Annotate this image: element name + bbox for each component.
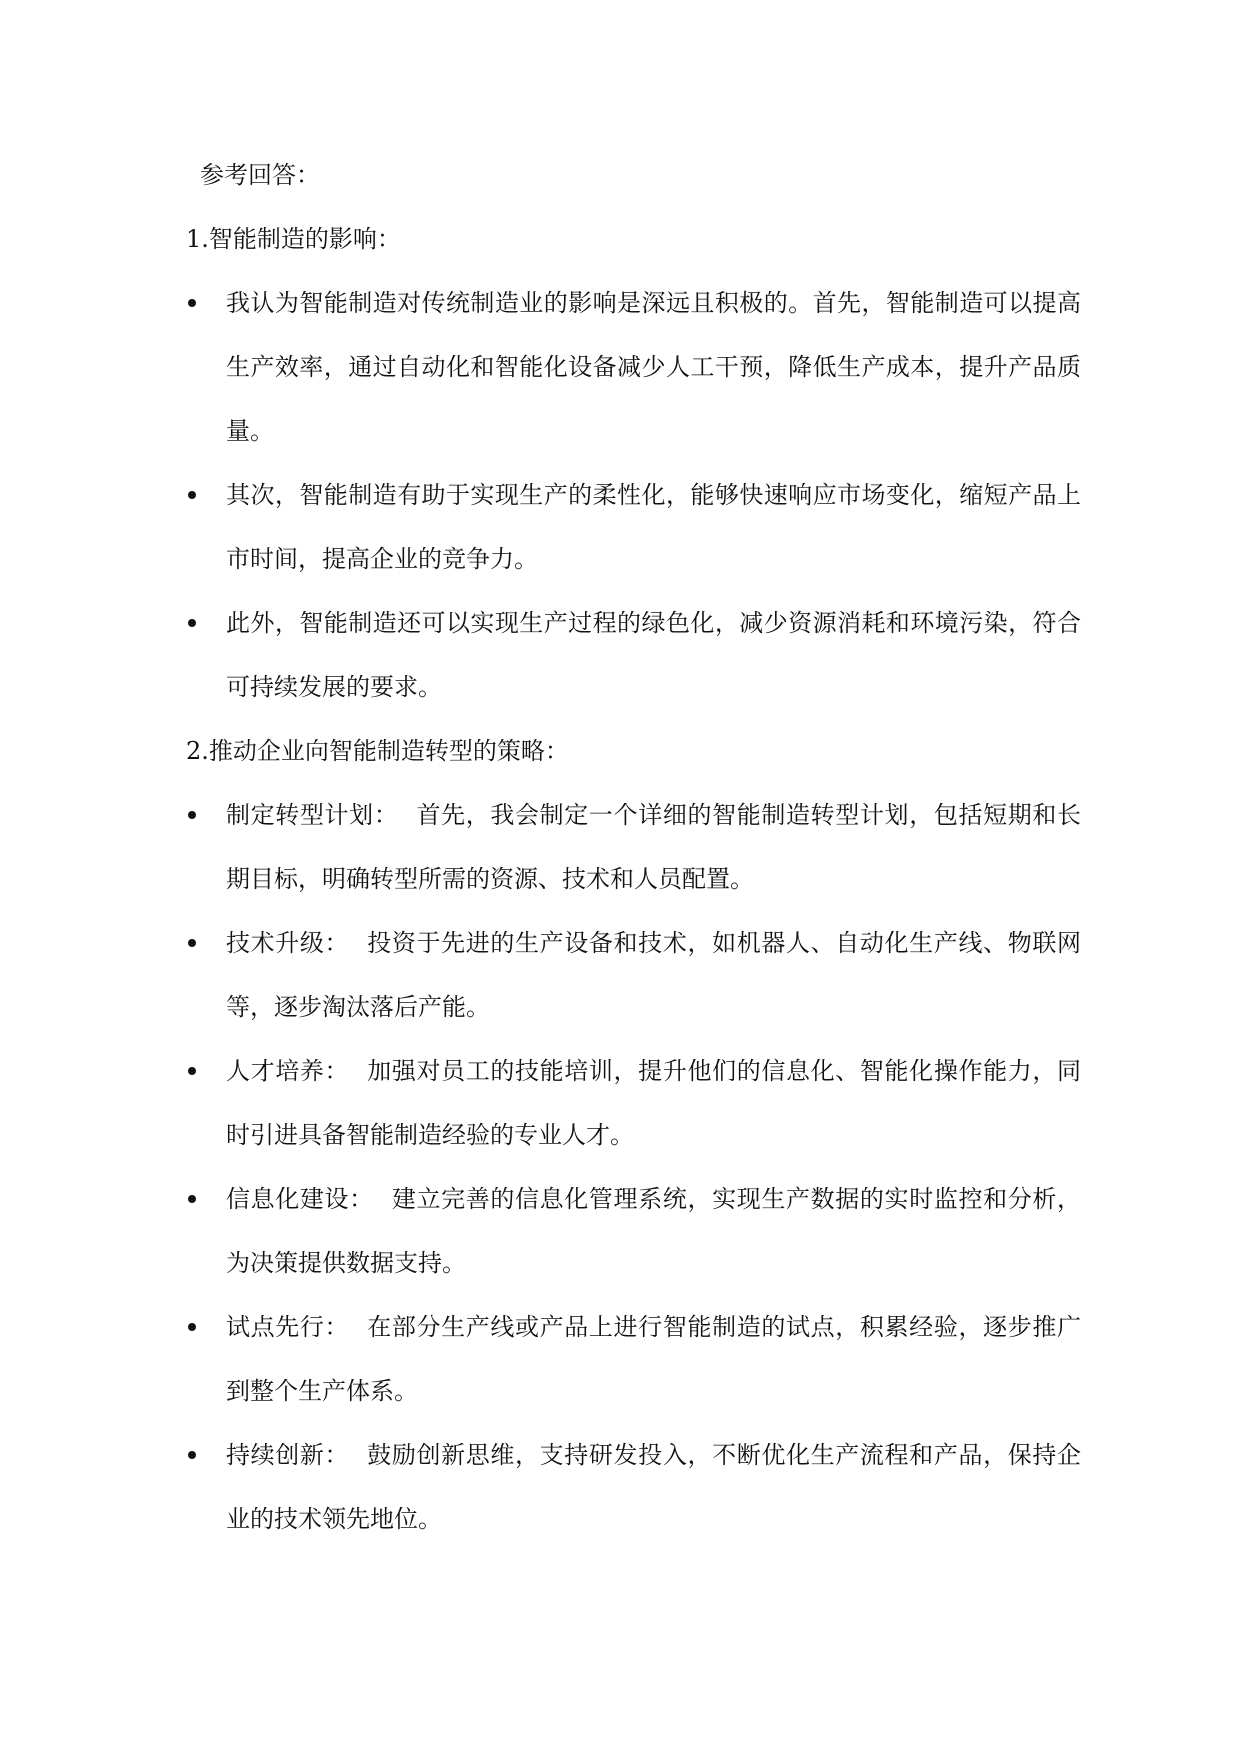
bullet-icon — [186, 1423, 206, 1487]
list-item-lead: 人才培养： — [226, 1057, 350, 1085]
bullet-icon — [186, 271, 206, 335]
list-item-text — [226, 1295, 1081, 1423]
bullet-icon — [186, 591, 206, 655]
bullet-icon — [186, 911, 206, 975]
list-item — [186, 1423, 1081, 1551]
list-item-text — [226, 911, 1081, 1039]
list-item-body: 在部分生产线或产品上进行智能制造的试点，积累经验，逐步推广到整个生产体系。 — [226, 1313, 1082, 1405]
bullet-icon — [186, 1295, 206, 1359]
intro-label: 参考回答： — [200, 161, 320, 189]
list-item — [186, 463, 1081, 591]
list-item-text: 我认为智能制造对传统制造业的影响是深远且积极的。首先，智能制造可以提高生产效率，通过自动化和智能化设备减少人工干预，降低生产成本，提升产品质量。 — [226, 289, 1081, 445]
list-item-body: 首先，我会制定一个详细的智能制造转型计划，包括短期和长期目标，明确转型所需的资源、技术和人员配置。 — [226, 801, 1082, 893]
list-item-text — [226, 1039, 1081, 1167]
list-item — [186, 1167, 1081, 1295]
section-2-heading: 2.推动企业向智能制造转型的策略： — [186, 737, 569, 765]
list-item-body: 加强对员工的技能培训，提升他们的信息化、智能化操作能力，同时引进具备智能制造经验的专业人才。 — [226, 1057, 1082, 1149]
list-item — [186, 783, 1081, 911]
list-item-lead: 制定转型计划： — [226, 801, 399, 829]
list-item-lead: 信息化建设： — [226, 1185, 374, 1213]
section-1-heading: 1.智能制造的影响： — [186, 225, 401, 253]
list-item — [186, 1039, 1081, 1167]
bullet-icon — [186, 463, 206, 527]
list-item-body: 鼓励创新思维，支持研发投入，不断优化生产流程和产品，保持企业的技术领先地位。 — [226, 1441, 1082, 1533]
list-item — [186, 911, 1081, 1039]
bullet-icon — [186, 783, 206, 847]
list-item-text: 此外，智能制造还可以实现生产过程的绿色化，减少资源消耗和环境污染，符合可持续发展的要求。 — [226, 609, 1081, 701]
list-item-lead: 试点先行： — [226, 1313, 350, 1341]
list-item-lead: 持续创新： — [226, 1441, 350, 1469]
list-item — [186, 1295, 1081, 1423]
list-item-lead: 技术升级： — [226, 929, 350, 957]
list-item-text — [226, 783, 1081, 911]
bullet-icon — [186, 1039, 206, 1103]
list-item-text: 其次，智能制造有助于实现生产的柔性化，能够快速响应市场变化，缩短产品上市时间，提高企业的竞争力。 — [226, 481, 1081, 573]
list-item-text — [226, 1167, 1081, 1295]
list-item-body: 投资于先进的生产设备和技术，如机器人、自动化生产线、物联网等，逐步淘汰落后产能。 — [226, 929, 1082, 1021]
list-item-text — [226, 1423, 1081, 1551]
section-1-list — [186, 271, 1086, 719]
list-item-body: 建立完善的信息化管理系统，实现生产数据的实时监控和分析，为决策提供数据支持。 — [226, 1185, 1082, 1277]
list-item — [186, 271, 1081, 463]
document-body — [186, 143, 1086, 1551]
section-2-list — [186, 783, 1086, 1551]
list-item — [186, 591, 1081, 719]
bullet-icon — [186, 1167, 206, 1231]
